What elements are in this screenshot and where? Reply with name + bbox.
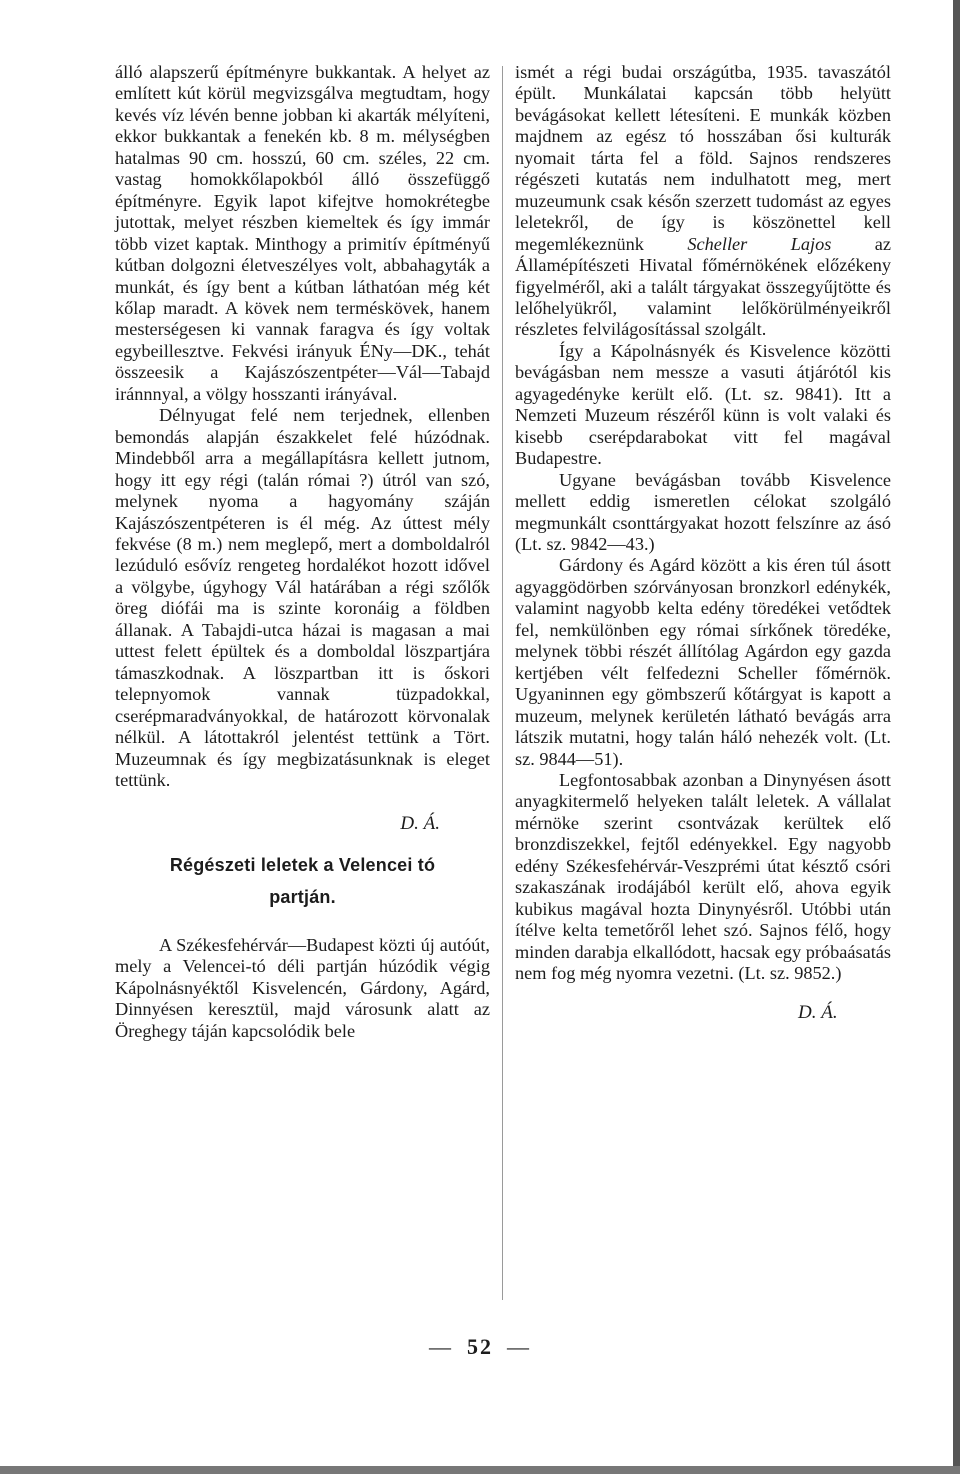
footer-dash-right: — [507, 1334, 531, 1359]
left-paragraph-1: álló alapszerű építményre bukkantak. A helyet az említett kút körül megvizsgálva megtudtam, hogy kevés víz lévén benne jobban ki akarták mélyíteni, ekkor bukkantak a fenekén kb. 8 m. mélységben hatalmas 90 cm. hosszú, 60 cm. széles, 22 cm. vastag homokkőlapokból álló összefüggő építményre. Egyik lapot kifejtve homokrétegbe jutottak, melyet részben kiemeltek és így immár több vizet kaptak. Minthogy a primitív építményű kútban dolgozni életveszélyes volt, abbahagyták a munkát, és így bent a kútban láthatóan még két kőlap maradt. A kövek nem terméskövek, hanem mesterségesen ki vannak faragva és így voltak egybeillesztve. Fekvési irányuk ÉNy—DK., tehát összeesik a Kajászószentpéter—Vál—Tabajd iránnnyal, a völgy hosszanti irányával. [115, 62, 490, 404]
footer-dash-left: — [429, 1334, 453, 1359]
right-paragraph-4: Gárdony és Agárd között a kis éren túl ásott agyaggödörben szórványosan bronzkorl edénykék, valamint nagyobb kelta edény töredékei vetődtek fel, nemkülönben egy római sírkőnek töredéke, melynek többi részét állítólag Agárdon egy gazda kertjében vélt felfedezni Scheller főmérnök. Ugyaninnen egy gömbszerű kőtárgyat is kapott a muzeum, melynek kerületén látható bevágás arra látszik mutatni, hogy talán háló nehezék volt. (Lt. sz. 9844—51). [515, 555, 891, 769]
right-paragraph-1 [515, 62, 891, 341]
scan-edge-bottom [0, 1466, 960, 1474]
column-divider [502, 66, 503, 1300]
page-number: 52 [467, 1334, 493, 1359]
right-paragraph-1-text: ismét a régi budai országútba, 1935. tavaszától épült. Munkálatai kapcsán több helyütt bevágásokat kellett létesíteni. E munkák közben majdnem az egész tó hosszában ősi kulturák nyomait tárta fel a föld. Sajnos rendszeres régészeti kutatás nem indulhatott meg, mert muzeumunk csak későn szerzett tudomást az egyes leletekről, de így is köszönettel kell megemlékeznünk [515, 62, 891, 254]
headline-line-1: Régészeti leletek a Velencei tó [169, 854, 436, 875]
right-column [515, 62, 891, 1038]
headline-line-2: partján. [269, 886, 336, 907]
page-footer [0, 1334, 960, 1360]
right-paragraph-3: Ugyane bevágásban tovább Kisvelence mellett eddig ismeretlen célokat szolgáló megmunkált csonttárgyakat hozott felszínre az ásó (Lt. sz. 9842—43.) [515, 469, 891, 554]
scan-edge-right [953, 0, 960, 1474]
article-opening-paragraph: A Székesfehérvár—Budapest közti új autóút, mely a Velencei-tó déli partján húzódik végig Kápolnásnyéktől Kisvelencén, Gárdony, Agárd, Dinnyésen keresztül, majd városunk alatt az Öreghegy táján kapcsolódik bele [115, 934, 490, 1041]
right-paragraph-5: Legfontosabbak azonban a Dinynyésen ásott anyagkitermelő helyeken talált leletek. A vállalat mérnöke szerint csontvázak kerültek elő bronzdiszekkel, fejtől edényekkel. Egy nagyobb edény Székesfehérvár-Veszprémi útat késztő csóri szakaszának irodájából került elő, ahova egyik kubikus magával hozta Dinynyésről. Utóbbi után ítélve kelta temetőről lehet szó. Sajnos félő, hogy minden darabja elkallódott, hacsak egy próbaásatás nem fog még nyomra vezetni. (Lt. sz. 9852.) [515, 769, 891, 984]
signature-initials-right: D. Á. [798, 1002, 838, 1024]
signature-initials: D. Á. [400, 813, 440, 835]
right-paragraph-2: Így a Kápolnásnyék és Kisvelence közötti bevágásban nem messze a vasuti átjárótól kis agyagedényke került elő. (Lt. sz. 9841). Itt a Nemzeti Muzeum részéről künn is volt valaki és kisebb cserépdarabokat vitt fel magával Budapestre. [515, 340, 891, 469]
left-column [115, 62, 490, 1042]
right-paragraph-1-rest: az Államépítészeti Hivatal főmérnökének előzékeny figyelméről, aki a talált tárgyakat összegyűjtötte és lelőhelyükről, valamint lelőkörülményeikről részletes felvilágosítással szolgált. [515, 233, 892, 340]
article-headline [115, 849, 490, 913]
left-paragraph-2: Délnyugat felé nem terjednek, ellenben bemondás alapján északkelet felé húzódnak. Mindebből arra a megállapításra kellett jutnom, hogy itt egy régi (talán római ?) útról van szó, melynek nyoma a hagyomány száján Kajászószentpéteren is él még. Az úttest mély fekvése (8 m.) nem meglepő, mert a domboldalról lezúduló esővíz rengeteg hordalékot hozott idővel a völgybe, úgyhogy Vál határában a régi szőlők öreg diófái ma is szinte koronáig a földben állanak. A Tabajdi-utca házai is magasan a mai uttest felett épültek és a domboldal löszpartjára támaszkodnak. A löszpartban itt is őskori telepnyomok vannak tüzpadokkal, cserépmaradványokkal, de határozott körvonalak nélkül. A látottakról jelentést tettünk a Tört. Muzeumnak és így megbizatásunknak is eleget tettünk. [115, 405, 490, 790]
person-name: Scheller Lajos [687, 233, 832, 254]
